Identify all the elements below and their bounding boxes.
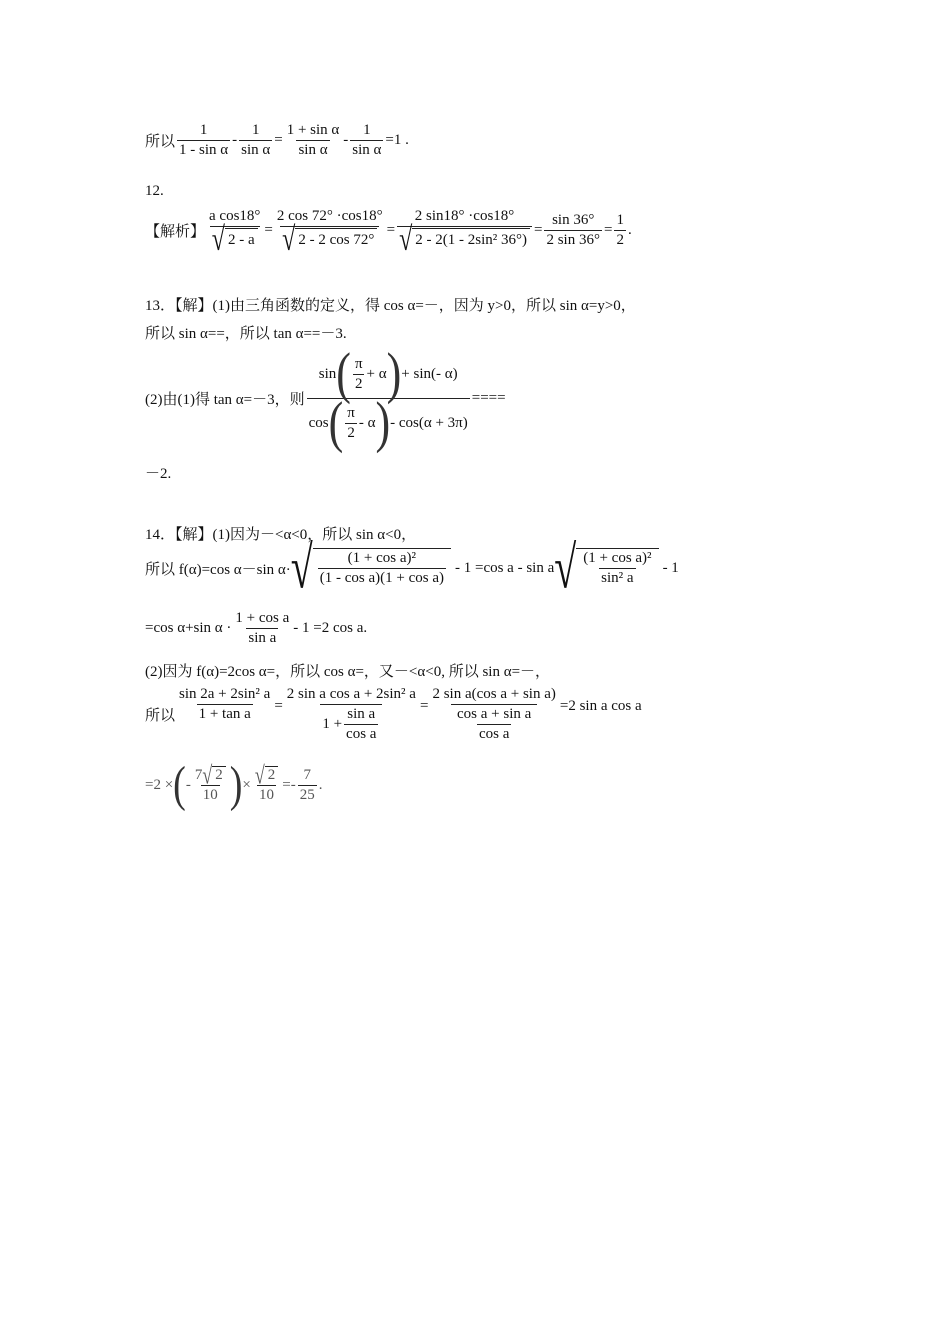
q13-line-2: 所以 sin α==，所以 tan α==－3. [145,326,347,342]
line-1: 所以 1 1 - sin α - $\frac{1}{\text{sin α}}$ = $\frac{\text{1 + sin α}}{\text{sin α}}$ - $\frac{1}{\text{sin α}}$ =1 . [145,122,409,158]
q14-line-5: 所以 $\frac{\text{sin 2a + 2sin² a}}{\text{1 + tan a}}$ = 2 sin a cos a + 2sin² a 1 + $\frac{\text{sin a}}{\text{cos a}}$ = $\frac{\text{2 sin a(cos a + sin a)}}{\frac{\text{cos a + sin a}}{\text{cos a}}}$ =2 sin a cos a [145,686,642,742]
fraction: 2 sin18° ·cos18° √ 2 - 2(1 - 2sin² 36°) [397,208,532,252]
fraction: $\frac{1}{\text{sin α}}$ [241,122,271,158]
fraction: 7 √ 2 10 [193,766,228,804]
fraction: 2 cos 72° ·cos18° √ 2 - 2 cos 72° [276,208,383,259]
fraction: $\frac{1}{\text{sin α}}$ [352,122,382,158]
q14-line-6: =2 × ( - 7 √ 2 10 ) × √ 2 10 =- 7 25 . [145,757,323,813]
q12-solution: 【解析】 a cos18° √ 2 - a = 2 cos 72° ·cos18° √ 2 - 2 cos 72° = 2 sin18° ·cos18° √ 2 - 2(1 - 2sin² 36°) = $\frac{\sin 36^\circ}{2 \sin 36^\circ}$ = $\frac{1}{2}$ . [145,208,632,259]
q14-line-4: (2)因为 f(α)=2cos α=，所以 cos α=，又－<α<0, 所以 sin α=－， [145,664,551,680]
q13-line-3: (2)由(1)得 tan α=－3，则 sin ( π 2 + α ) + sin(- α) cos ( π 2 - α ) - cos(α + 3π) ==== [145,341,506,455]
fraction: 1 1 - sin α [179,122,229,158]
fraction: a cos18° √ 2 - a [209,208,261,259]
q13-line-4: －2. [145,466,172,482]
fraction: 1 + cos a sin a [235,610,290,646]
fraction: $\frac{\text{2 sin a(cos a + sin a)}}{\frac{\text{cos a + sin a}}{\text{cos a}}}$ [432,686,556,742]
text: 所以 [145,134,176,150]
fraction: $\frac{\sin 36^\circ}{2 \sin 36^\circ}$ [546,211,600,248]
radical: √ (1 + cos a)² (1 - cos a)(1 + cos a) [291,548,451,588]
fraction: $\frac{\text{1 + sin α}}{\text{sin α}}$ [286,122,340,158]
radical: √ (1 + cos a)² sin² a [554,548,658,588]
fraction: sin ( π 2 + α ) + sin(- α) cos ( π 2 - α ) - cos(α + 3π) [308,341,468,455]
q14-line-2: 所以 f(α)=cos α－sin α· √ (1 + cos a)² (1 - cos a)(1 + cos a) - 1 =cos a - sin a √ (1 + cos a)² sin² a - 1 [145,533,679,601]
fraction: $\frac{1}{2}$ [616,211,624,248]
q14-line-1: 14．【解】(1)因为－<α<0，所以 sin α<0， [145,527,417,543]
q13-line-1: 13．【解】(1)由三角函数的定义，得 cos α=－，因为 y>0，所以 sin α=y>0， [145,298,636,314]
q12-number: 12. [145,183,164,199]
fraction: 2 sin a cos a + 2sin² a 1 + $\frac{\text{sin a}}{\text{cos a}}$ [286,686,416,742]
fraction: $\frac{\text{sin 2a + 2sin² a}}{\text{1 + tan a}}$ [179,686,271,722]
fraction: 7 25 [299,766,315,803]
fraction: √ 2 10 [253,766,280,804]
q14-line-3: =cos α+sin α · 1 + cos a sin a - 1 =2 cos a. [145,610,368,646]
